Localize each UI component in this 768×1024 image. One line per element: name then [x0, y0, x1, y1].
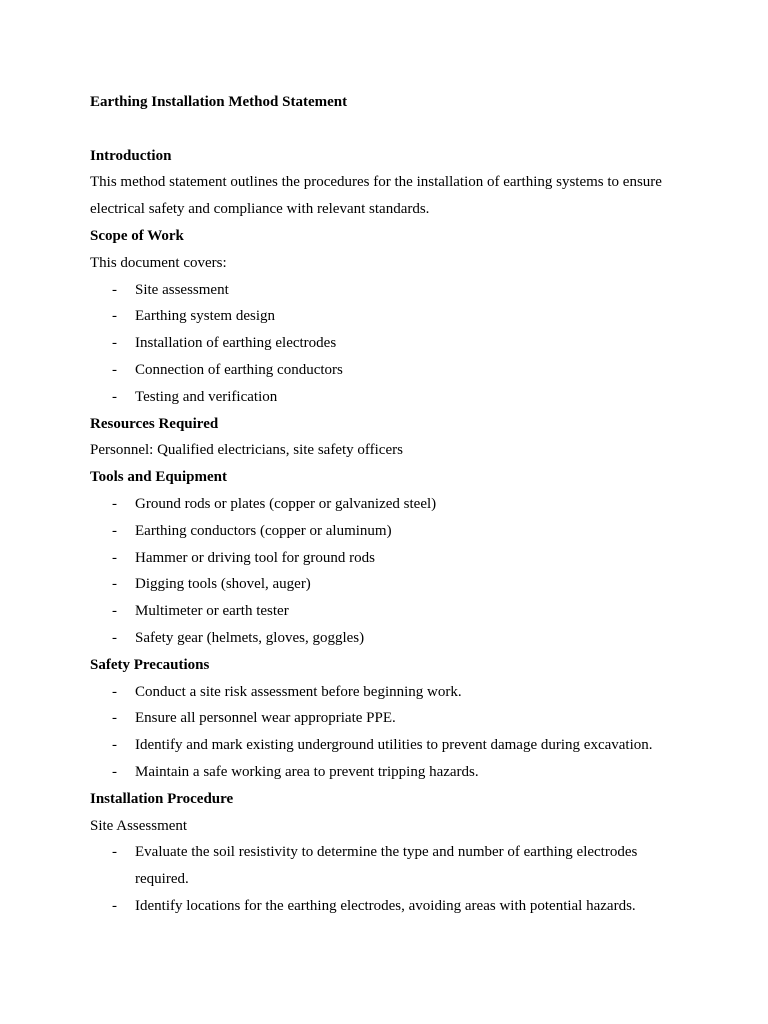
dash-bullet: -: [112, 308, 117, 325]
dash-bullet: -: [112, 495, 117, 512]
list-item-text: Earthing system design: [135, 308, 275, 325]
section-heading-installation-procedure: Installation Procedure: [90, 790, 234, 807]
safety-list: [90, 679, 690, 786]
list-item-text: Hammer or driving tool for ground rods: [135, 549, 375, 566]
list-item: [90, 518, 690, 545]
list-item-text: Connection of earthing conductors: [135, 361, 343, 378]
list-item-text: Ground rods or plates (copper or galvanized steel): [135, 495, 437, 512]
scope-paragraph: This document covers:: [90, 254, 227, 271]
list-item-text: Installation of earthing electrodes: [135, 335, 337, 352]
list-item-text: Site assessment: [135, 281, 229, 298]
dash-bullet: -: [112, 737, 117, 754]
dash-bullet: -: [112, 844, 117, 861]
subheading-site-assessment: Site Assessment: [90, 817, 188, 834]
installation-list: [90, 839, 690, 919]
dash-bullet: -: [112, 576, 117, 593]
list-item-text: Conduct a site risk assessment before beginning work.: [135, 683, 462, 700]
list-item: [90, 839, 690, 893]
dash-bullet: -: [112, 549, 117, 566]
section-heading-tools-and-equipment: Tools and Equipment: [90, 469, 228, 486]
section-heading-resources-required: Resources Required: [90, 415, 219, 432]
dash-bullet: -: [112, 683, 117, 700]
list-item: [90, 330, 690, 357]
document-page: [90, 89, 690, 920]
resources-paragraph: Personnel: Qualified electricians, site safety officers: [90, 442, 403, 459]
list-item: [90, 679, 690, 706]
dash-bullet: -: [112, 522, 117, 539]
section-heading-scope-of-work: Scope of Work: [90, 227, 184, 244]
list-item-text: Maintain a safe working area to prevent tripping hazards.: [135, 763, 479, 780]
list-item-text: Evaluate the soil resistivity to determine the type and number of earthing electrodes required.: [135, 844, 638, 888]
list-item-text: Identify locations for the earthing electrodes, avoiding areas with potential hazards.: [135, 897, 636, 914]
dash-bullet: -: [112, 629, 117, 646]
list-item: [90, 759, 690, 786]
list-item: [90, 705, 690, 732]
list-item: [90, 384, 690, 411]
dash-bullet: -: [112, 361, 117, 378]
list-item: [90, 732, 690, 759]
list-item: [90, 357, 690, 384]
list-item-text: Safety gear (helmets, gloves, goggles): [135, 629, 365, 646]
list-item: [90, 545, 690, 572]
dash-bullet: -: [112, 388, 117, 405]
dash-bullet: -: [112, 603, 117, 620]
tools-list: [90, 491, 690, 652]
list-item-text: Multimeter or earth tester: [135, 603, 289, 620]
section-heading-introduction: Introduction: [90, 147, 172, 164]
dash-bullet: -: [112, 335, 117, 352]
list-item-text: Identify and mark existing underground utilities to prevent damage during excavation.: [135, 737, 653, 754]
list-item: [90, 303, 690, 330]
list-item: [90, 893, 690, 920]
dash-bullet: -: [112, 897, 117, 914]
scope-list: [90, 277, 690, 411]
list-item: [90, 491, 690, 518]
section-heading-safety-precautions: Safety Precautions: [90, 656, 210, 673]
dash-bullet: -: [112, 763, 117, 780]
list-item-text: Ensure all personnel wear appropriate PPE.: [135, 710, 396, 727]
list-item-text: Earthing conductors (copper or aluminum): [135, 522, 392, 539]
dash-bullet: -: [112, 281, 117, 298]
introduction-paragraph: This method statement outlines the procedures for the installation of earthing systems to ensure electrical safety and compliance with relevant standards.: [90, 174, 662, 218]
list-item: [90, 598, 690, 625]
dash-bullet: -: [112, 710, 117, 727]
document-title: Earthing Installation Method Statement: [90, 94, 348, 110]
list-item: [90, 571, 690, 598]
list-item: [90, 625, 690, 652]
list-item-text: Digging tools (shovel, auger): [135, 576, 311, 593]
list-item-text: Testing and verification: [135, 388, 278, 405]
list-item: [90, 277, 690, 304]
